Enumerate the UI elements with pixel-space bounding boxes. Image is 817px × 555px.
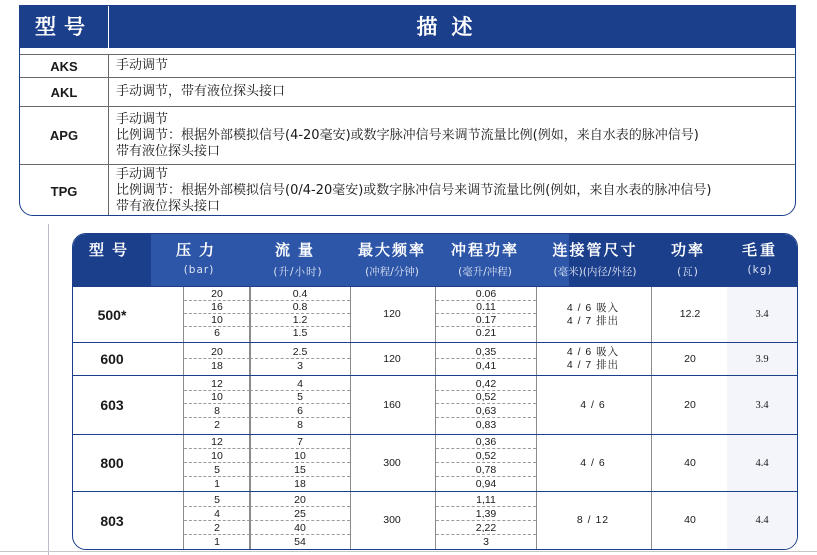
pressure-values: 20 18 (183, 343, 251, 375)
model-code: 800 (100, 455, 124, 471)
flow-values: 2.5 3 (249, 343, 351, 375)
power: 40 (684, 514, 696, 526)
divider-horizontal (0, 551, 817, 552)
stroke-values: 0,42 0,52 0,63 0,83 (435, 376, 537, 434)
tube-size: 4 / 6 (580, 398, 606, 411)
weight: 3.4 (755, 309, 769, 320)
tube-size: 4 / 6 吸入 4 / 7 排出 (566, 301, 620, 327)
model-code: AKS (20, 55, 109, 77)
flow-values: 0.4 0.8 1.2 1.5 (249, 287, 351, 342)
description-row-akl (20, 77, 795, 106)
pressure-values: 12 10 5 1 (183, 435, 251, 491)
description-text: 带有液位探头接口 (116, 199, 221, 214)
description-text: 比例调节：根据外部模拟信号(4-20毫安)或数字脉冲信号来调节流量比例(例如，来自水表的脉冲信号) (116, 127, 699, 143)
description-text: 手动调节 (116, 111, 169, 127)
max-frequency: 120 (383, 352, 401, 365)
header-description: 描述 (416, 15, 487, 39)
header-stroke-volume: 冲程功率 (毫升/冲程) (450, 241, 519, 278)
spec-table-header (73, 234, 797, 286)
description-row-aks (20, 54, 795, 77)
description-text: 手动调节 (116, 167, 169, 182)
stroke-values: 0,35 0,41 (435, 343, 537, 375)
header-weight: 毛重 (kg) (741, 241, 778, 276)
model-code: AKL (20, 78, 109, 106)
stroke-values: 0,36 0,52 0,78 0,94 (435, 435, 537, 491)
weight: 4.4 (755, 515, 769, 526)
model-code: 500* (97, 306, 127, 323)
model-code: 603 (100, 397, 124, 413)
description-table-header (20, 6, 795, 48)
flow-values: 4 5 6 8 (249, 376, 351, 434)
header-max-frequency: 最大频率 (冲程/分钟) (357, 241, 426, 278)
power: 12.2 (679, 308, 701, 320)
weight: 3.9 (755, 353, 769, 365)
tube-size: 8 / 12 (576, 514, 610, 526)
header-tube-size: 连接管尺寸 (毫米)(内径/外径) (552, 241, 638, 278)
spec-row-603 (73, 375, 797, 434)
pressure-values: 5 4 2 1 (183, 492, 251, 549)
model-code: APG (20, 107, 109, 164)
weight: 4.4 (755, 457, 769, 469)
description-text: 手动调节，带有液位探头接口 (116, 84, 286, 99)
stroke-values: 1,11 1,39 2,22 3 (435, 492, 537, 549)
flow-values: 7 10 15 18 (249, 435, 351, 491)
stroke-values: 0.06 0.11 0.17 0.21 (435, 287, 537, 342)
power: 40 (684, 456, 696, 469)
description-table (19, 5, 796, 216)
header-flow: 流量 (升/小时) (273, 241, 323, 278)
divider-vertical (48, 224, 49, 555)
spec-row-803 (73, 491, 797, 549)
spec-row-500 (73, 286, 797, 342)
model-code: 600 (100, 351, 124, 367)
header-power: 功率 (瓦) (670, 241, 705, 278)
max-frequency: 160 (383, 398, 401, 411)
header-pressure: 压力 (bar) (175, 241, 222, 276)
header-model: 型号 (35, 15, 93, 39)
header-model: 型号 (88, 241, 135, 259)
description-row-apg (20, 106, 795, 164)
flow-values: 20 25 40 54 (249, 492, 351, 549)
description-text: 手动调节 (116, 58, 169, 73)
spec-table (72, 233, 798, 550)
max-frequency: 300 (383, 456, 401, 469)
description-text: 带有液位探头接口 (116, 143, 221, 159)
max-frequency: 120 (383, 308, 401, 320)
model-code: TPG (20, 165, 109, 216)
tube-size: 4 / 6 吸入 4 / 7 排出 (566, 346, 620, 371)
power: 20 (684, 398, 696, 411)
model-code: 803 (100, 512, 124, 529)
spec-row-800 (73, 434, 797, 491)
tube-size: 4 / 6 (580, 456, 606, 469)
description-row-tpg (20, 164, 795, 216)
pressure-values: 12 10 8 2 (183, 376, 251, 434)
description-text: 比例调节：根据外部模拟信号(0/4-20毫安)或数字脉冲信号来调节流量比例(例如，来自水表的脉冲信号) (116, 183, 712, 198)
power: 20 (684, 352, 696, 365)
max-frequency: 300 (383, 514, 401, 526)
spec-row-600 (73, 342, 797, 375)
weight: 3.4 (755, 399, 769, 411)
pressure-values: 20 16 10 6 (183, 287, 251, 342)
